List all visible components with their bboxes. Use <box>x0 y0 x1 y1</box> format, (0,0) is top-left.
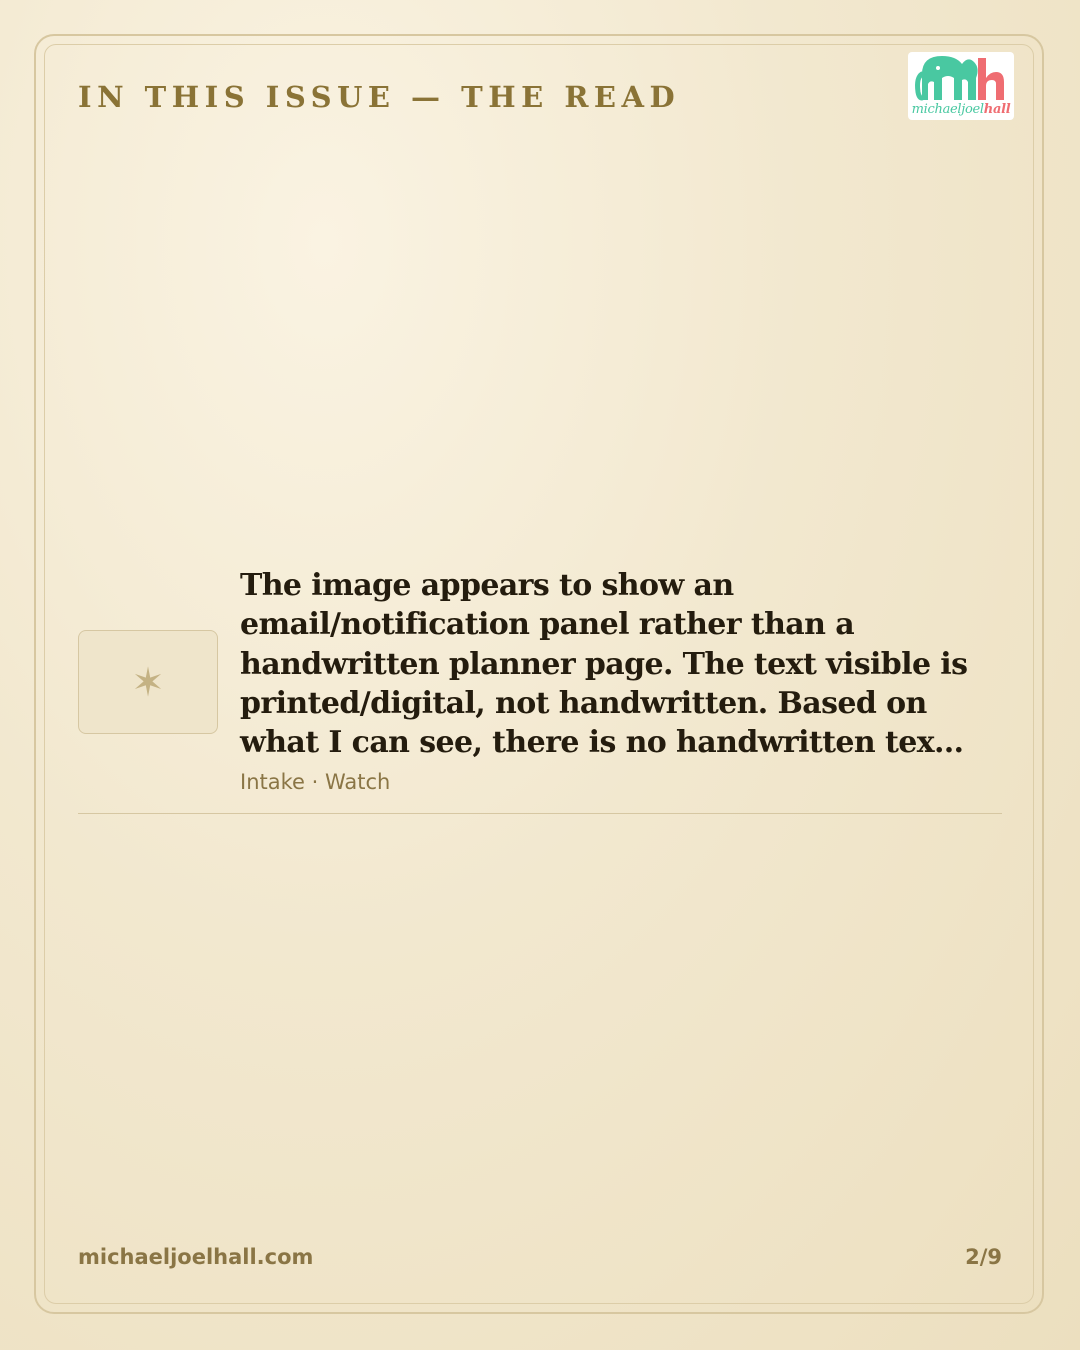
page-indicator: 2/9 <box>965 1245 1002 1269</box>
logo-wordmark <box>908 102 1014 118</box>
elephant-logo-icon <box>908 52 1014 104</box>
article-divider <box>78 813 1002 814</box>
issue-header-title: IN THIS ISSUE — THE READ <box>78 80 681 114</box>
article-thumbnail[interactable] <box>78 630 218 734</box>
logo-wordmark-part2: hall <box>983 102 1011 117</box>
brand-logo <box>908 52 1014 120</box>
sparkle-icon: ✶ <box>131 660 165 706</box>
article-meta: Intake · Watch <box>240 770 391 794</box>
logo-wordmark-part1: michaeljoel <box>911 102 984 117</box>
footer-site-url: michaeljoelhall.com <box>78 1245 314 1269</box>
article-title[interactable]: The image appears to show an email/notification panel rather than a handwritten planner page. The text visible is printed/digital, not handwritten. Based on what I can see, there is no handwritten tex… <box>240 568 968 761</box>
